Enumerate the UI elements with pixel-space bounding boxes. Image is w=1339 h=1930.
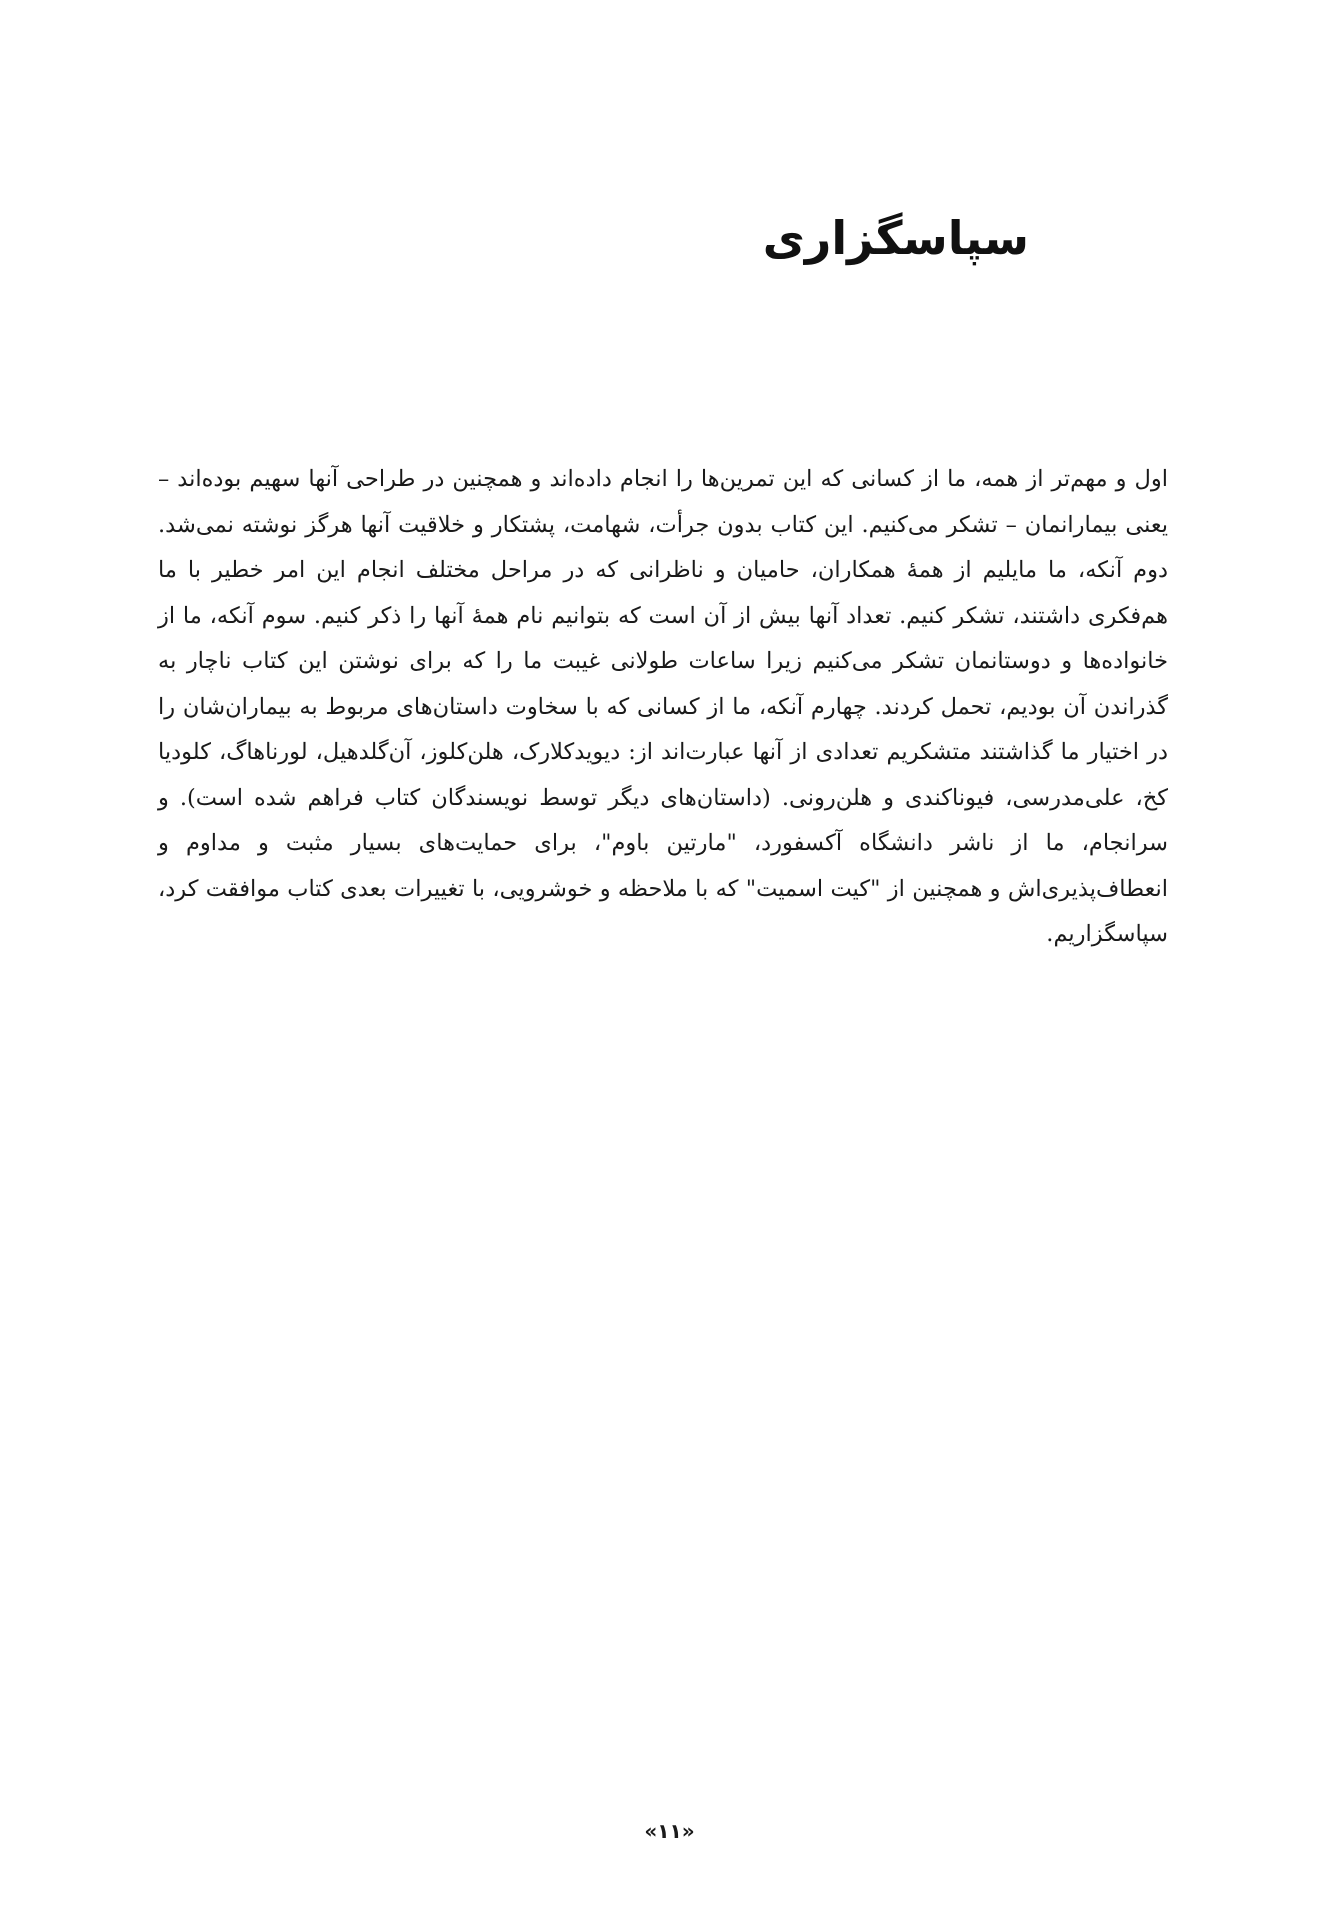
- page-number: «۱۱»: [644, 1819, 695, 1843]
- acknowledgment-paragraph: اول و مهم‌تر از همه، ما از کسانی که این تمرین‌ها را انجام داده‌اند و همچنین در طراحی آنها سهیم بوده‌اند – یعنی بیمارانمان – تشکر می‌کنیم. این کتاب بدون جرأت، شهامت، پشتکار و خلاقیت آنها هرگز نوشته نمی‌شد. دوم آنکه، ما مایلیم از همهٔ همکاران، حامیان و ناظرانی که در مراحل مختلف انجام این امر خطیر با ما هم‌فکری داشتند، تشکر کنیم. تعداد آنها بیش از آن است که بتوانیم نام همهٔ آنها را ذکر کنیم. سوم آنکه، ما از خانواده‌ها و دوستانمان تشکر می‌کنیم زیرا ساعات طولانی غیبت ما را که برای نوشتن این کتاب ناچار به گذراندن آن بودیم، تحمل کردند. چهارم آنکه، ما از کسانی که با سخاوت داستان‌های مربوط به بیماران‌شان را در اختیار ما گذاشتند متشکریم تعدادی از آنها عبارت‌اند از: دیویدکلارک، هلن‌کلوز، آن‌گلدهیل، لورناهاگ، کلودیا کخ، علی‌مدرسی، فیوناکندی و هلن‌رونی. (داستان‌های دیگر توسط نویسندگان کتاب فراهم شده است). و سرانجام، ما از ناشر دانشگاه آکسفورد، "مارتین باوم"، برای حمایت‌های بسیار مثبت و مداوم و انعطاف‌پذیری‌اش و همچنین از "کیت اسمیت" که با ملاحظه و خوشرویی، با تغییرات بعدی کتاب موافقت کرد، سپاسگزاریم.: [158, 466, 1168, 947]
- page-title: سپاسگزاری: [762, 211, 1029, 265]
